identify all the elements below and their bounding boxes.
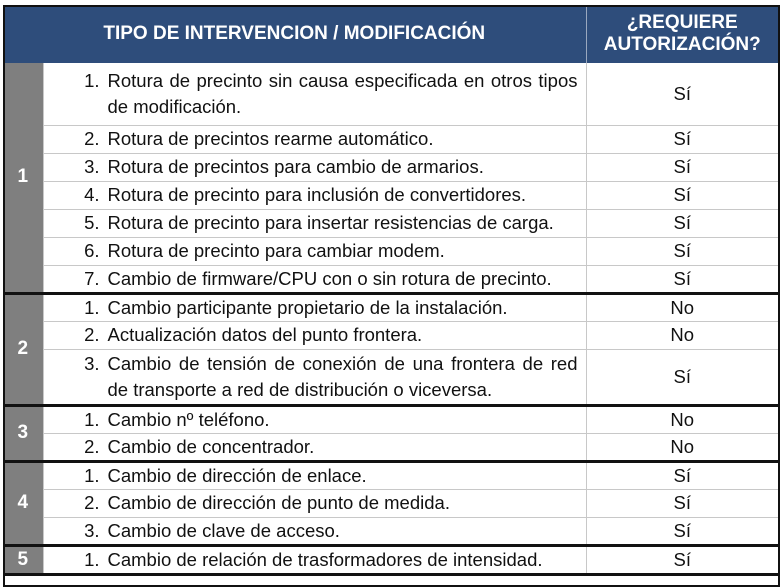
item-text: Cambio participante propietario de la instalación. bbox=[107, 296, 508, 318]
authorization-required: No bbox=[586, 321, 778, 349]
header-type: TIPO DE INTERVENCION / MODIFICACIÓN bbox=[3, 5, 586, 63]
item-text: Cambio de clave de acceso. bbox=[107, 519, 340, 541]
item-number: 7. bbox=[84, 267, 100, 289]
item-text: Cambio de firmware/CPU con o sin rotura de precinto. bbox=[107, 267, 552, 289]
item-text: Cambio de relación de trasformadores de intensidad. bbox=[107, 548, 543, 570]
table-row bbox=[3, 461, 778, 489]
intervention-description bbox=[43, 209, 586, 237]
list-item bbox=[44, 490, 578, 516]
authorization-required: Sí bbox=[586, 209, 778, 237]
header-auth-line1: ¿REQUIERE bbox=[626, 12, 738, 33]
list-item bbox=[44, 266, 578, 292]
list-item bbox=[44, 238, 578, 264]
list-item bbox=[44, 518, 578, 544]
group-number: 5 bbox=[3, 545, 43, 574]
header-auth-line2: AUTORIZACIÓN? bbox=[603, 34, 761, 55]
table-row bbox=[3, 321, 778, 349]
item-text: Rotura de precinto para insertar resistencias de carga. bbox=[107, 212, 554, 233]
group-number: 1 bbox=[3, 63, 43, 293]
authorization-required: No bbox=[586, 293, 778, 321]
authorization-required: Sí bbox=[586, 63, 778, 125]
list-item bbox=[44, 126, 578, 152]
intervention-description bbox=[43, 545, 586, 574]
intervention-description bbox=[43, 461, 586, 489]
authorization-required: No bbox=[586, 433, 778, 461]
header-authorization bbox=[586, 5, 778, 63]
item-number: 2. bbox=[84, 128, 100, 149]
intervention-description bbox=[43, 125, 586, 153]
list-item bbox=[44, 547, 578, 573]
group-number: 4 bbox=[3, 461, 43, 545]
item-text: Rotura de precinto sin causa especificada en otros tipos de modificación. bbox=[107, 69, 578, 117]
item-number: 1. bbox=[84, 464, 100, 486]
authorization-required: Sí bbox=[586, 125, 778, 153]
authorization-required: Sí bbox=[586, 265, 778, 293]
intervention-description bbox=[43, 293, 586, 321]
authorization-required: Sí bbox=[586, 461, 778, 489]
item-number: 1. bbox=[84, 69, 100, 91]
list-item bbox=[44, 295, 578, 321]
intervention-description bbox=[43, 433, 586, 461]
authorization-required: Sí bbox=[586, 349, 778, 405]
table-row bbox=[3, 489, 778, 517]
list-item bbox=[44, 210, 578, 236]
item-number: 3. bbox=[84, 519, 100, 541]
table-row bbox=[3, 209, 778, 237]
intervention-description bbox=[43, 237, 586, 265]
item-number: 2. bbox=[84, 492, 100, 513]
table-row bbox=[3, 517, 778, 545]
item-text: Cambio nº teléfono. bbox=[107, 408, 270, 430]
list-item bbox=[44, 351, 578, 403]
table-row bbox=[3, 293, 778, 321]
item-text: Cambio de dirección de punto de medida. bbox=[107, 492, 450, 513]
group-number: 3 bbox=[3, 405, 43, 461]
list-item bbox=[44, 182, 578, 208]
intervention-description bbox=[43, 63, 586, 125]
table-row bbox=[3, 545, 778, 574]
list-item bbox=[44, 407, 578, 433]
intervention-description bbox=[43, 517, 586, 545]
item-number: 3. bbox=[84, 352, 100, 374]
table-row bbox=[3, 265, 778, 293]
table-body bbox=[3, 63, 778, 574]
table-header-row bbox=[3, 5, 778, 63]
item-text: Cambio de tensión de conexión de una frontera de red de transporte a red de distribución o viceversa. bbox=[107, 352, 578, 400]
item-text: Rotura de precintos rearme automático. bbox=[107, 128, 434, 149]
item-number: 2. bbox=[84, 435, 100, 457]
table-row bbox=[3, 349, 778, 405]
intervention-description bbox=[43, 321, 586, 349]
intervention-description bbox=[43, 181, 586, 209]
table-row bbox=[3, 63, 778, 125]
item-number: 1. bbox=[84, 408, 100, 430]
item-number: 1. bbox=[84, 296, 100, 318]
table-row bbox=[3, 405, 778, 433]
table-row bbox=[3, 181, 778, 209]
item-text: Rotura de precintos para cambio de armarios. bbox=[107, 156, 484, 177]
item-text: Rotura de precinto para cambiar modem. bbox=[107, 240, 445, 261]
group-number: 2 bbox=[3, 293, 43, 405]
list-item bbox=[44, 463, 578, 489]
intervention-description bbox=[43, 265, 586, 293]
authorization-required: Sí bbox=[586, 489, 778, 517]
table-row bbox=[3, 125, 778, 153]
authorization-required: Sí bbox=[586, 545, 778, 574]
list-item bbox=[44, 68, 578, 120]
authorization-table bbox=[3, 5, 778, 576]
item-text: Actualización datos del punto frontera. bbox=[107, 324, 423, 345]
item-number: 6. bbox=[84, 240, 100, 261]
intervention-description bbox=[43, 349, 586, 405]
table-row bbox=[3, 237, 778, 265]
item-number: 4. bbox=[84, 184, 100, 205]
list-item bbox=[44, 322, 578, 348]
intervention-description bbox=[43, 405, 586, 433]
item-number: 3. bbox=[84, 156, 100, 177]
table-row bbox=[3, 153, 778, 181]
item-text: Rotura de precinto para inclusión de convertidores. bbox=[107, 184, 527, 205]
list-item bbox=[44, 154, 578, 180]
item-number: 2. bbox=[84, 324, 100, 345]
item-number: 1. bbox=[84, 548, 100, 570]
list-item bbox=[44, 434, 578, 460]
authorization-required: No bbox=[586, 405, 778, 433]
authorization-required: Sí bbox=[586, 237, 778, 265]
table-row bbox=[3, 433, 778, 461]
item-text: Cambio de concentrador. bbox=[107, 435, 315, 457]
intervention-description bbox=[43, 489, 586, 517]
authorization-required: Sí bbox=[586, 181, 778, 209]
authorization-required: Sí bbox=[586, 153, 778, 181]
item-number: 5. bbox=[84, 212, 100, 233]
intervention-description bbox=[43, 153, 586, 181]
item-text: Cambio de dirección de enlace. bbox=[107, 464, 367, 486]
authorization-required: Sí bbox=[586, 517, 778, 545]
